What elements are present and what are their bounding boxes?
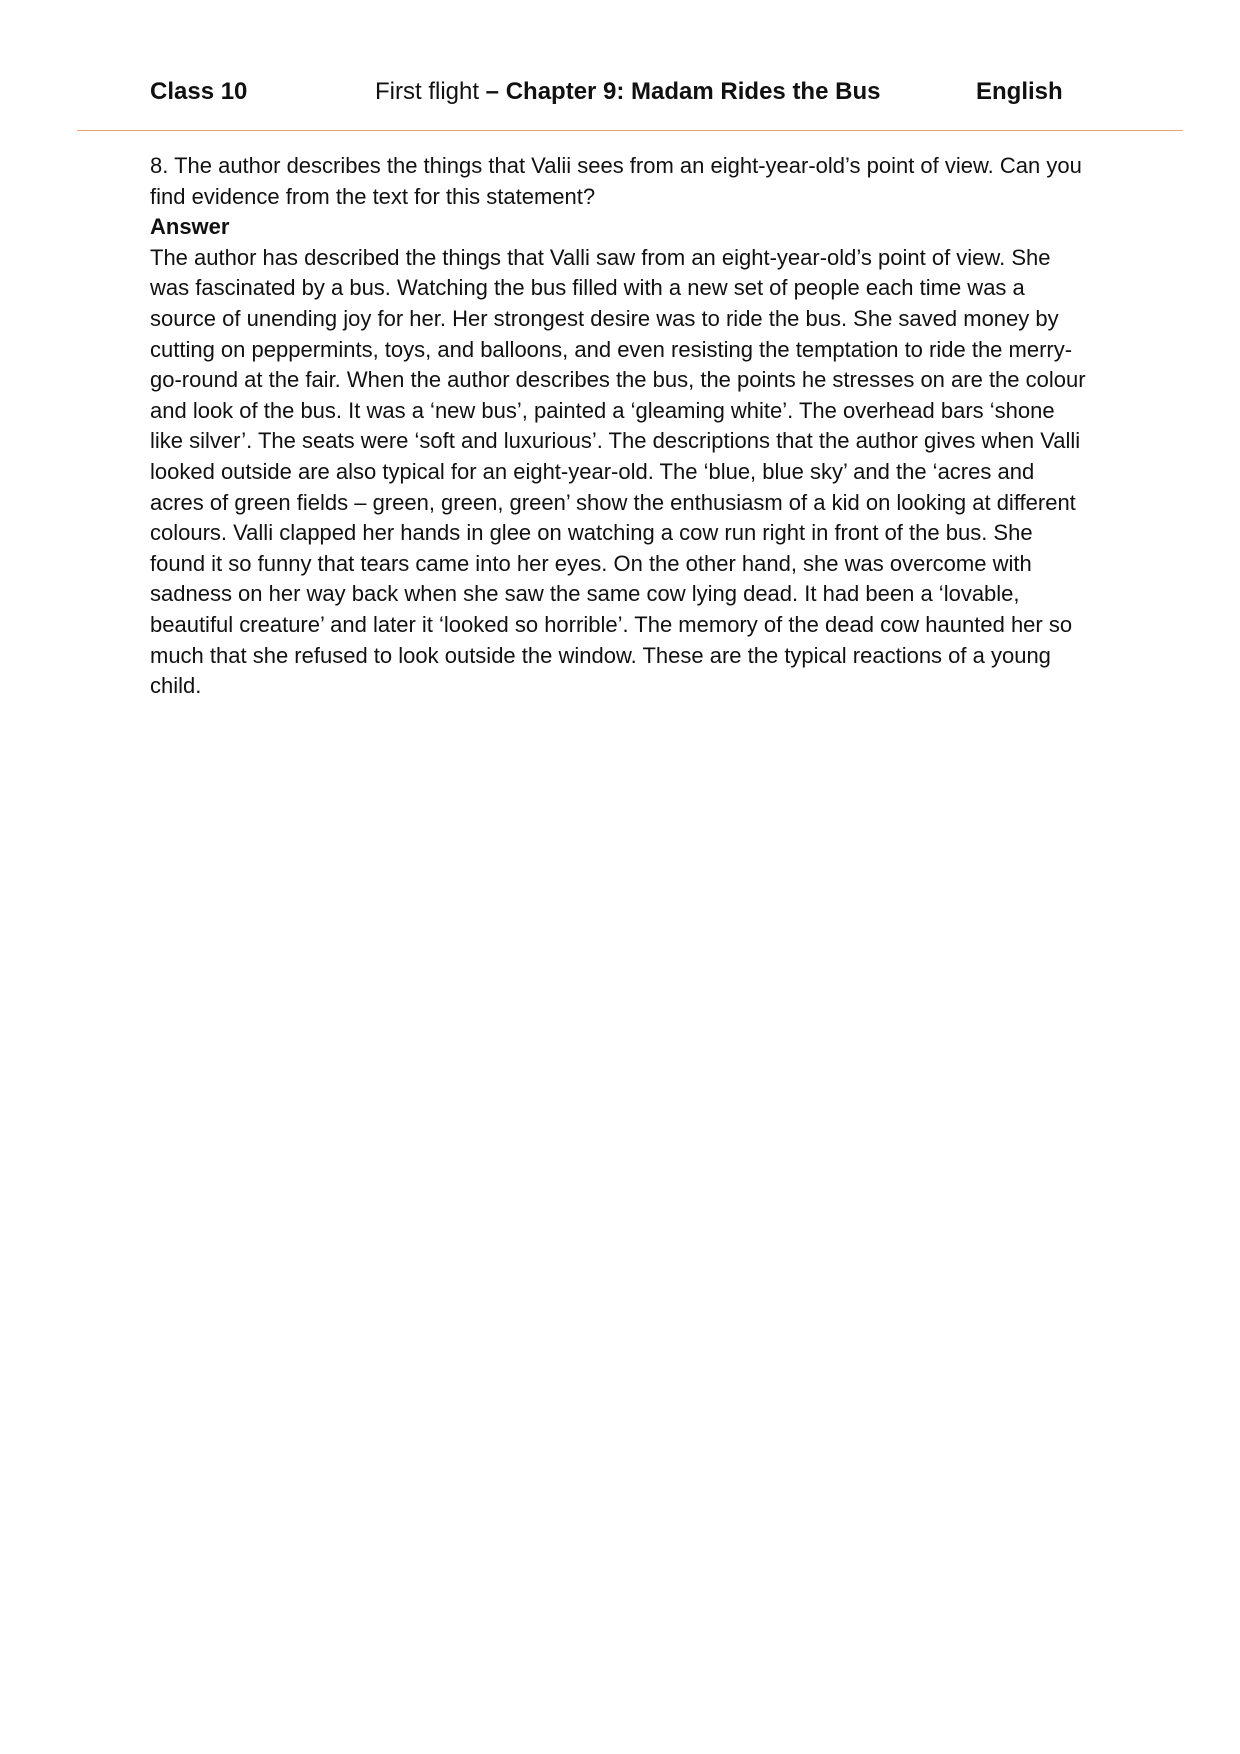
header-divider <box>77 130 1183 131</box>
book-name: First flight <box>375 78 480 105</box>
question-answer-block <box>150 151 1090 702</box>
chapter-title: Chapter 9: Madam Rides the Bus <box>505 78 881 105</box>
class-label: Class 10 <box>150 78 248 105</box>
answer-text: The author has described the things that Valli saw from an eight-year-old’s point of view. She was fascinated by a bus. Watching the bus filled with a new set of people each time was a source of unending joy for her. Her strongest desire was to ride the bus. She saved money by cutting on peppermints, toys, and balloons, and even resisting the temptation to ride the merry-go-round at the fair. When the author describes the bus, the points he stresses on are the colour and look of the bus. It was a ‘new bus’, painted a ‘gleaming white’. The overhead bars ‘shone like silver’. The seats were ‘soft and luxurious’. The descriptions that the author gives when Valli looked outside are also typical for an eight-year-old. The ‘blue, blue sky’ and the ‘acres and acres of green fields – green, green, green’ show the enthusiasm of a kid on looking at different colours. Valli clapped her hands in glee on watching a cow run right in front of the bus. She found it so funny that tears came into her eyes. On the other hand, she was overcome with sadness on her way back when she saw the same cow lying dead. It had been a ‘lovable, beautiful creature’ and later it ‘looked so horrible’. The memory of the dead cow haunted her so much that she refused to look outside the window. These are the typical reactions of a young child. <box>150 244 1086 699</box>
question-text: 8. The author describes the things that Valii sees from an eight-year-old’s point of view. Can you find evidence from the text for this statement? <box>150 153 1082 209</box>
subject-label: English <box>976 78 1063 105</box>
page-header <box>150 74 1063 110</box>
book-chapter-title <box>375 74 880 110</box>
answer-heading: Answer <box>150 214 230 240</box>
book-separator: – <box>479 78 506 105</box>
